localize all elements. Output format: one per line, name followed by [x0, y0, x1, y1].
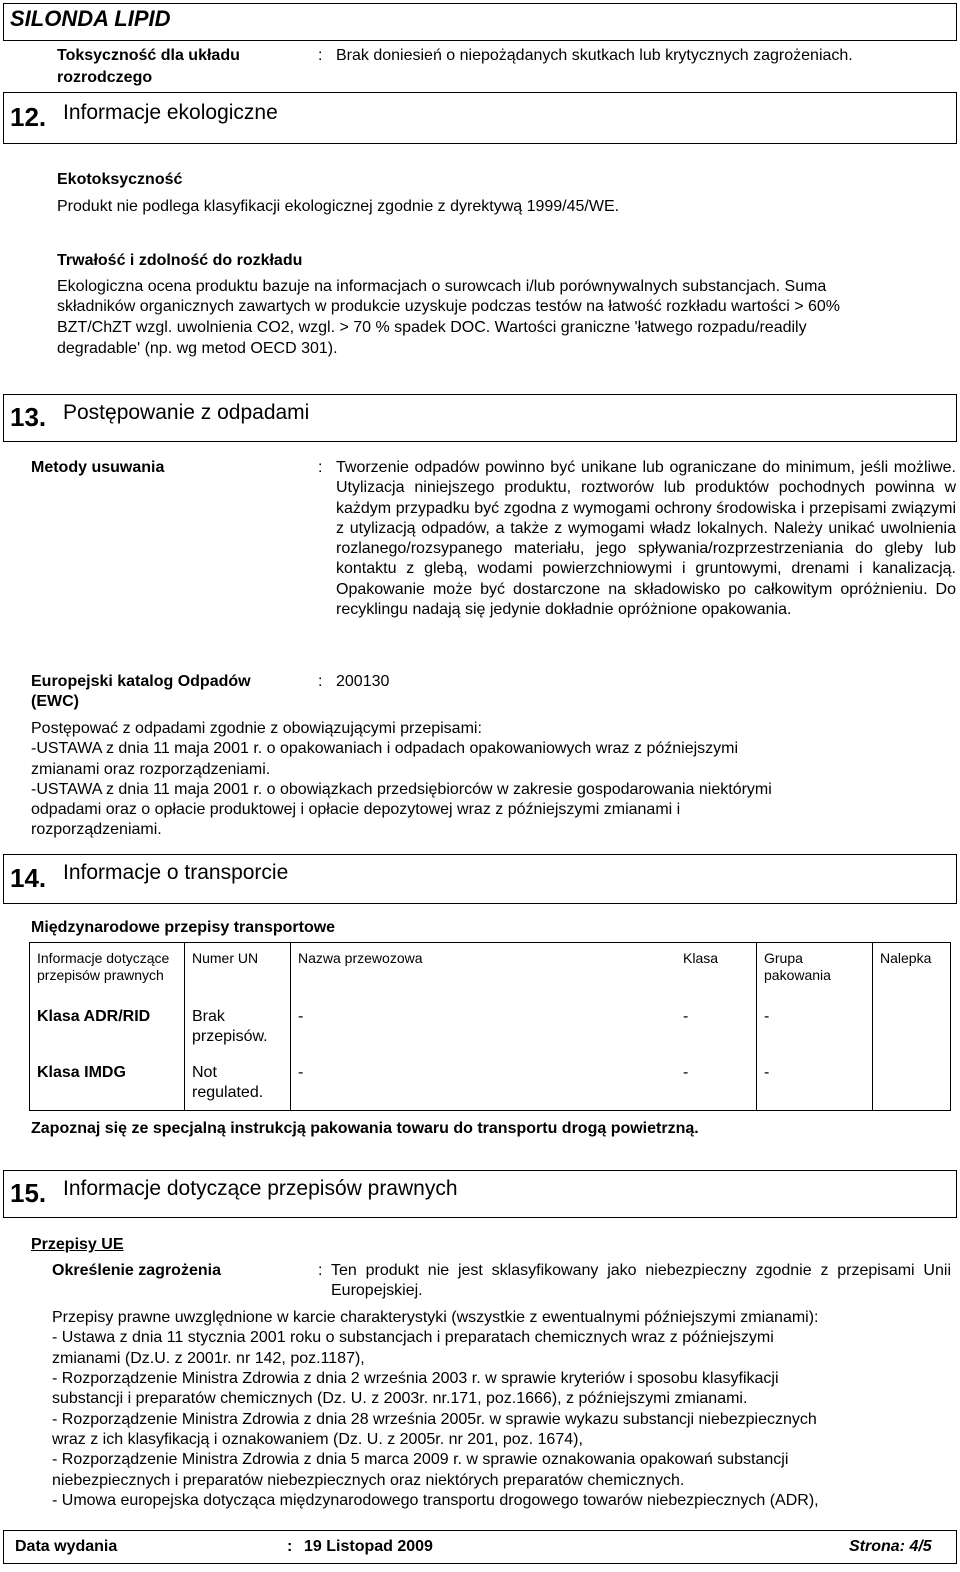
- ewc-label: Europejski katalog Odpadów (EWC): [31, 673, 251, 710]
- table-top-border: [29, 942, 951, 943]
- col-header-packing-group: Grupa pakowania: [764, 950, 831, 983]
- methods-label: Metody usuwania: [31, 459, 165, 476]
- col-header-shipping-name: Nazwa przewozowa: [298, 950, 423, 966]
- table-col-divider: [290, 942, 291, 1111]
- law-line: wraz z ich klasyfikacją i oznakowaniem (Dz. U. z 2005r. nr 201, poz. 1674),: [52, 1431, 583, 1448]
- ewc-colon: :: [318, 673, 323, 690]
- col-header-un-number: Numer UN: [192, 950, 259, 966]
- footer: [3, 1530, 957, 1564]
- row-adr-class: -: [683, 1008, 689, 1025]
- law-line: - Rozporządzenie Ministra Zdrowia z dnia 2 września 2003 r. w sprawie kryteriów i sposobu klasyfikacji: [52, 1370, 779, 1387]
- law-line: substancji i preparatów chemicznych (Dz. U. z 2003r. nr.171, poz.1666), z późniejszymi zmianami.: [52, 1390, 748, 1407]
- air-transport-note: Zapoznaj się ze specjalną instrukcją pakowania towaru do transportu drogą powietrzną.: [31, 1120, 699, 1137]
- table-right-border: [950, 942, 951, 1111]
- hazard-colon: :: [318, 1262, 323, 1279]
- table-col-divider: [872, 942, 873, 1111]
- hazard-label: Określenie zagrożenia: [52, 1262, 221, 1279]
- col-header-class: Klasa: [683, 950, 719, 966]
- tox-repro-label: Toksyczność dla układu rozrodczego: [57, 47, 240, 86]
- tox-repro-colon: :: [318, 47, 323, 64]
- table-col-divider: [756, 942, 757, 1111]
- degradability-heading: Trwałość i zdolność do rozkładu: [57, 252, 303, 269]
- law-line: zmianami (Dz.U. z 2001r. nr 142, poz.1187),: [52, 1350, 365, 1367]
- law-line: - Ustawa z dnia 11 stycznia 2001 roku o substancjach i preparatach chemicznych wraz z późniejszymi: [52, 1329, 774, 1346]
- degradability-line: BZT/ChZT wzgl. uwolnienia CO2, wzgl. > 70 % spadek DOC. Wartości graniczne 'łatwego rozpadu/readily: [57, 319, 807, 336]
- table-col-divider: [184, 942, 185, 1111]
- footer-colon: :: [287, 1538, 293, 1555]
- ecotox-text: Produkt nie podlega klasyfikacji ekologicznej zgodnie z dyrektywą 1999/45/WE.: [57, 198, 620, 215]
- col-header-regulations: Informacje dotyczące przepisów prawnych: [37, 950, 170, 983]
- section-14-title: Informacje o transporcie: [63, 861, 289, 884]
- section-15-title: Informacje dotyczące przepisów prawnych: [63, 1177, 458, 1200]
- col-header-label: Nalepka: [880, 950, 932, 966]
- section-13-number: 13.: [10, 402, 47, 432]
- law-line: - Rozporządzenie Ministra Zdrowia z dnia 28 września 2005r. w sprawie wykazu substancji niebezpiecznych: [52, 1411, 817, 1428]
- degradability-line: Ekologiczna ocena produktu bazuje na informacjach o surowcach i/lub porównywalnych substancjach. Suma: [57, 278, 827, 295]
- methods-text: Tworzenie odpadów powinno być unikane lub ograniczane do minimum, jeśli możliwe. Utylizacja niniejszego produktu, roztworów lub produktów pochodnych powinna w każdym przypadku być zgodna z wymogami ochrony środowiska i przepisami związymi z utylizacją odpadów, a także z wymogami władz lokalnych. Należy unikać uwolnienia rozlanego/rozsypanego materiału, jego spływania/rozprzestrzeniania do gleby lub kontaktu z glebą, wodami powierzchniowymi i gruntowymi, drenami i kanalizacją. Opakowanie może być dostarczone na składowisko po całkowitym opróżnieniu. Do recyklingu nadają się jedynie dokładnie opróżnione opakowania.: [336, 459, 956, 619]
- section-13-title: Postępowanie z odpadami: [63, 401, 310, 424]
- waste-rules-line: Postępować z odpadami zgodnie z obowiązującymi przepisami:: [31, 720, 482, 737]
- row-adr-label: Klasa ADR/RID: [37, 1008, 151, 1025]
- waste-rules-line: zmianami oraz rozporządzeniami.: [31, 761, 271, 778]
- row-adr-group: -: [764, 1008, 770, 1025]
- intl-transport-heading: Międzynarodowe przepisy transportowe: [31, 919, 336, 936]
- tox-repro-value: Brak doniesień o niepożądanych skutkach lub krytycznych zagrożeniach.: [336, 47, 853, 64]
- waste-rules-line: rozporządzeniami.: [31, 821, 162, 838]
- waste-rules-line: -USTAWA z dnia 11 maja 2001 r. o obowiązkach przedsiębiorców w zakresie gospodarowania niektórymi: [31, 781, 772, 798]
- row-imdg-class: -: [683, 1064, 689, 1081]
- ecotox-heading: Ekotoksyczność: [57, 171, 183, 188]
- law-line: - Rozporządzenie Ministra Zdrowia z dnia 5 marca 2009 r. w sprawie oznakowania opakowań substancji: [52, 1451, 789, 1468]
- section-12-number: 12.: [10, 102, 47, 132]
- law-line: Przepisy prawne uwzględnione w karcie charakterystyki (wszystkie z ewentualnymi późniejszymi zmianami):: [52, 1309, 819, 1326]
- footer-page-number: Strona: 4/5: [849, 1538, 932, 1555]
- row-adr-un: Brak przepisów.: [192, 1008, 268, 1045]
- ewc-value: 200130: [336, 673, 390, 690]
- hazard-value: Ten produkt nie jest sklasyfikowany jako niebezpieczny zgodnie z przepisami Unii Europejskiej.: [331, 1262, 951, 1299]
- degradability-line: składników organicznych zawartych w produkcie uzyskuje podczas testów na łatwość rozkładu wartości > 60%: [57, 298, 841, 315]
- degradability-line: degradable' (np. wg metod OECD 301).: [57, 340, 338, 357]
- table-left-border: [29, 942, 30, 1111]
- section-12-title: Informacje ekologiczne: [63, 101, 278, 124]
- footer-date-label: Data wydania: [15, 1538, 118, 1555]
- row-adr-name: -: [298, 1008, 304, 1025]
- row-imdg-un: Not regulated.: [192, 1064, 264, 1101]
- row-imdg-name: -: [298, 1064, 304, 1081]
- table-bottom-border: [29, 1110, 951, 1111]
- law-line: niebezpiecznych i preparatów niebezpiecznych oraz niektórych preparatów chemicznych.: [52, 1472, 685, 1489]
- law-line: - Umowa europejska dotycząca międzynarodowego transportu drogowego towarów niebezpiecznych (ADR),: [52, 1492, 819, 1509]
- footer-date-value: 19 Listopad 2009: [304, 1538, 433, 1555]
- section-15-number: 15.: [10, 1178, 47, 1208]
- eu-regulations-heading: Przepisy UE: [31, 1236, 124, 1253]
- row-imdg-group: -: [764, 1064, 770, 1081]
- product-name: SILONDA LIPID: [10, 6, 171, 31]
- section-14-number: 14.: [10, 863, 47, 893]
- row-imdg-label: Klasa IMDG: [37, 1064, 126, 1081]
- waste-rules-line: odpadami oraz o opłacie produktowej i opłacie depozytowej wraz z późniejszymi zmianami i: [31, 801, 681, 818]
- waste-rules-line: -USTAWA z dnia 11 maja 2001 r. o opakowaniach i odpadach opakowaniowych wraz z późniejszymi: [31, 740, 739, 757]
- methods-colon: :: [318, 459, 323, 476]
